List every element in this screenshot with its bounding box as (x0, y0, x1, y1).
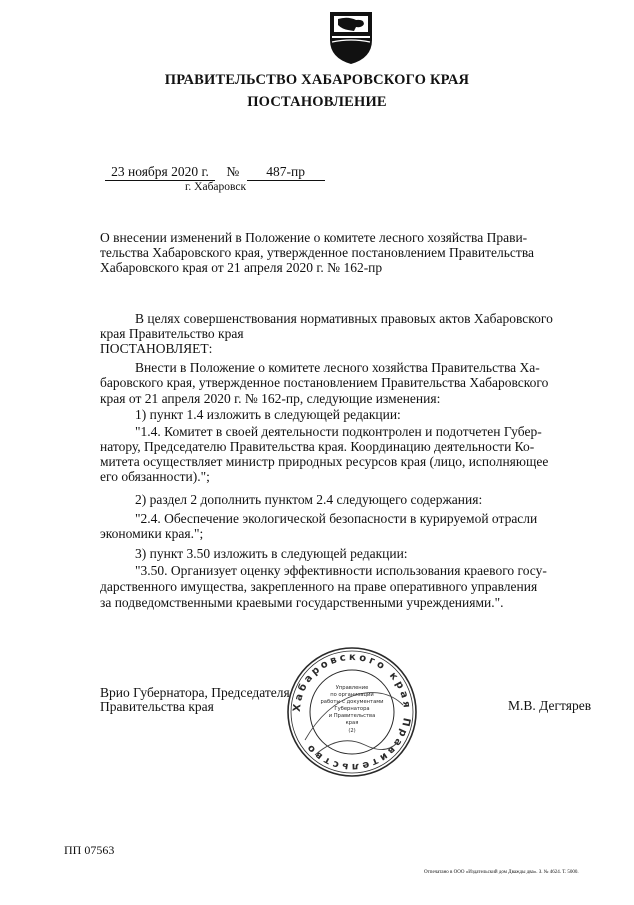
body-line: края Правительство края (100, 326, 244, 341)
body-line: митета осуществляет министр природных ресурсов края (лицо, исполняющее (100, 454, 549, 469)
subject-line: О внесении изменений в Положение о комитете лесного хозяйства Прави- (100, 230, 528, 245)
government-title: ПРАВИТЕЛЬСТВО ХАБАРОВСКОГО КРАЯ (164, 72, 470, 88)
body-line: края от 21 апреля 2020 г. № 162-пр, следующие изменения: (100, 391, 441, 406)
print-info: Отпечатано в ООО «Издательский дом Дважды два». З. № 4624. Т. 5000. (424, 870, 579, 875)
subject-line: тельства Хабаровского края, утвержденное постановлением Правительства (100, 245, 535, 260)
document-type-title: ПОСТАНОВЛЕНИЕ (247, 94, 387, 110)
city-label: г. Хабаровск (185, 181, 247, 193)
body-line: за подведомственными краевыми государственными учреждениями.". (100, 595, 504, 610)
seal-center-line: (2) (348, 728, 356, 734)
body-line: "1.4. Комитет в своей деятельности подконтролен и подотчетен Губер- (135, 424, 542, 439)
official-seal-stamp (285, 645, 419, 779)
date-number-line (105, 164, 325, 181)
body-line: дарственного имущества, закрепленного на праве оперативного управления (100, 579, 538, 594)
document-code: ПП 07563 (64, 843, 115, 857)
body-line: натору, Председателю Правительства края. Координацию деятельности Ко- (100, 439, 535, 454)
number-sign: № (226, 164, 240, 179)
body-line: 3) пункт 3.50 изложить в следующей редакции: (135, 546, 408, 561)
body-line: "3.50. Организует оценку эффективности использования краевого госу- (135, 563, 547, 578)
seal-center-line: Управление (335, 685, 369, 691)
seal-center-line: и Правительства (328, 713, 376, 719)
signatory-position (100, 686, 290, 714)
document-number: 487-пр (247, 164, 325, 181)
body-line: 2) раздел 2 дополнить пунктом 2.4 следующего содержания: (135, 492, 483, 507)
body-line: экономики края."; (100, 526, 204, 541)
seal-ring-text: Хабаровского края Правительство (291, 651, 413, 773)
seal-center-line: края (345, 720, 359, 726)
signatory-name: М.В. Дегтярев (508, 698, 592, 713)
signatory-position-line: Врио Губернатора, Председателя (100, 685, 290, 700)
body-line: Внести в Положение о комитете лесного хозяйства Правительства Ха- (135, 360, 540, 375)
body-line: "2.4. Обеспечение экологической безопасности в курируемой отрасли (135, 511, 538, 526)
document-subject (100, 230, 605, 275)
subject-line: Хабаровского края от 21 апреля 2020 г. № 162-пр (100, 260, 383, 275)
body-line: В целях совершенствования нормативных правовых актов Хабаровского (135, 311, 553, 326)
body-line: его обязанности)."; (100, 469, 210, 484)
body-line: 1) пункт 1.4 изложить в следующей редакции: (135, 407, 401, 422)
seal-center-line: работы с документами (320, 699, 384, 705)
seal-center-line: по организации (330, 692, 374, 698)
signatory-position-line: Правительства края (100, 699, 214, 714)
resolve-heading: ПОСТАНОВЛЯЕТ: (100, 341, 213, 356)
body-line: баровского края, утвержденное постановлением Правительства Хабаровского (100, 375, 549, 390)
document-date: 23 ноября 2020 г. (105, 164, 215, 181)
seal-center-line: Губернатора (334, 706, 370, 712)
coat-of-arms-emblem (326, 10, 376, 66)
